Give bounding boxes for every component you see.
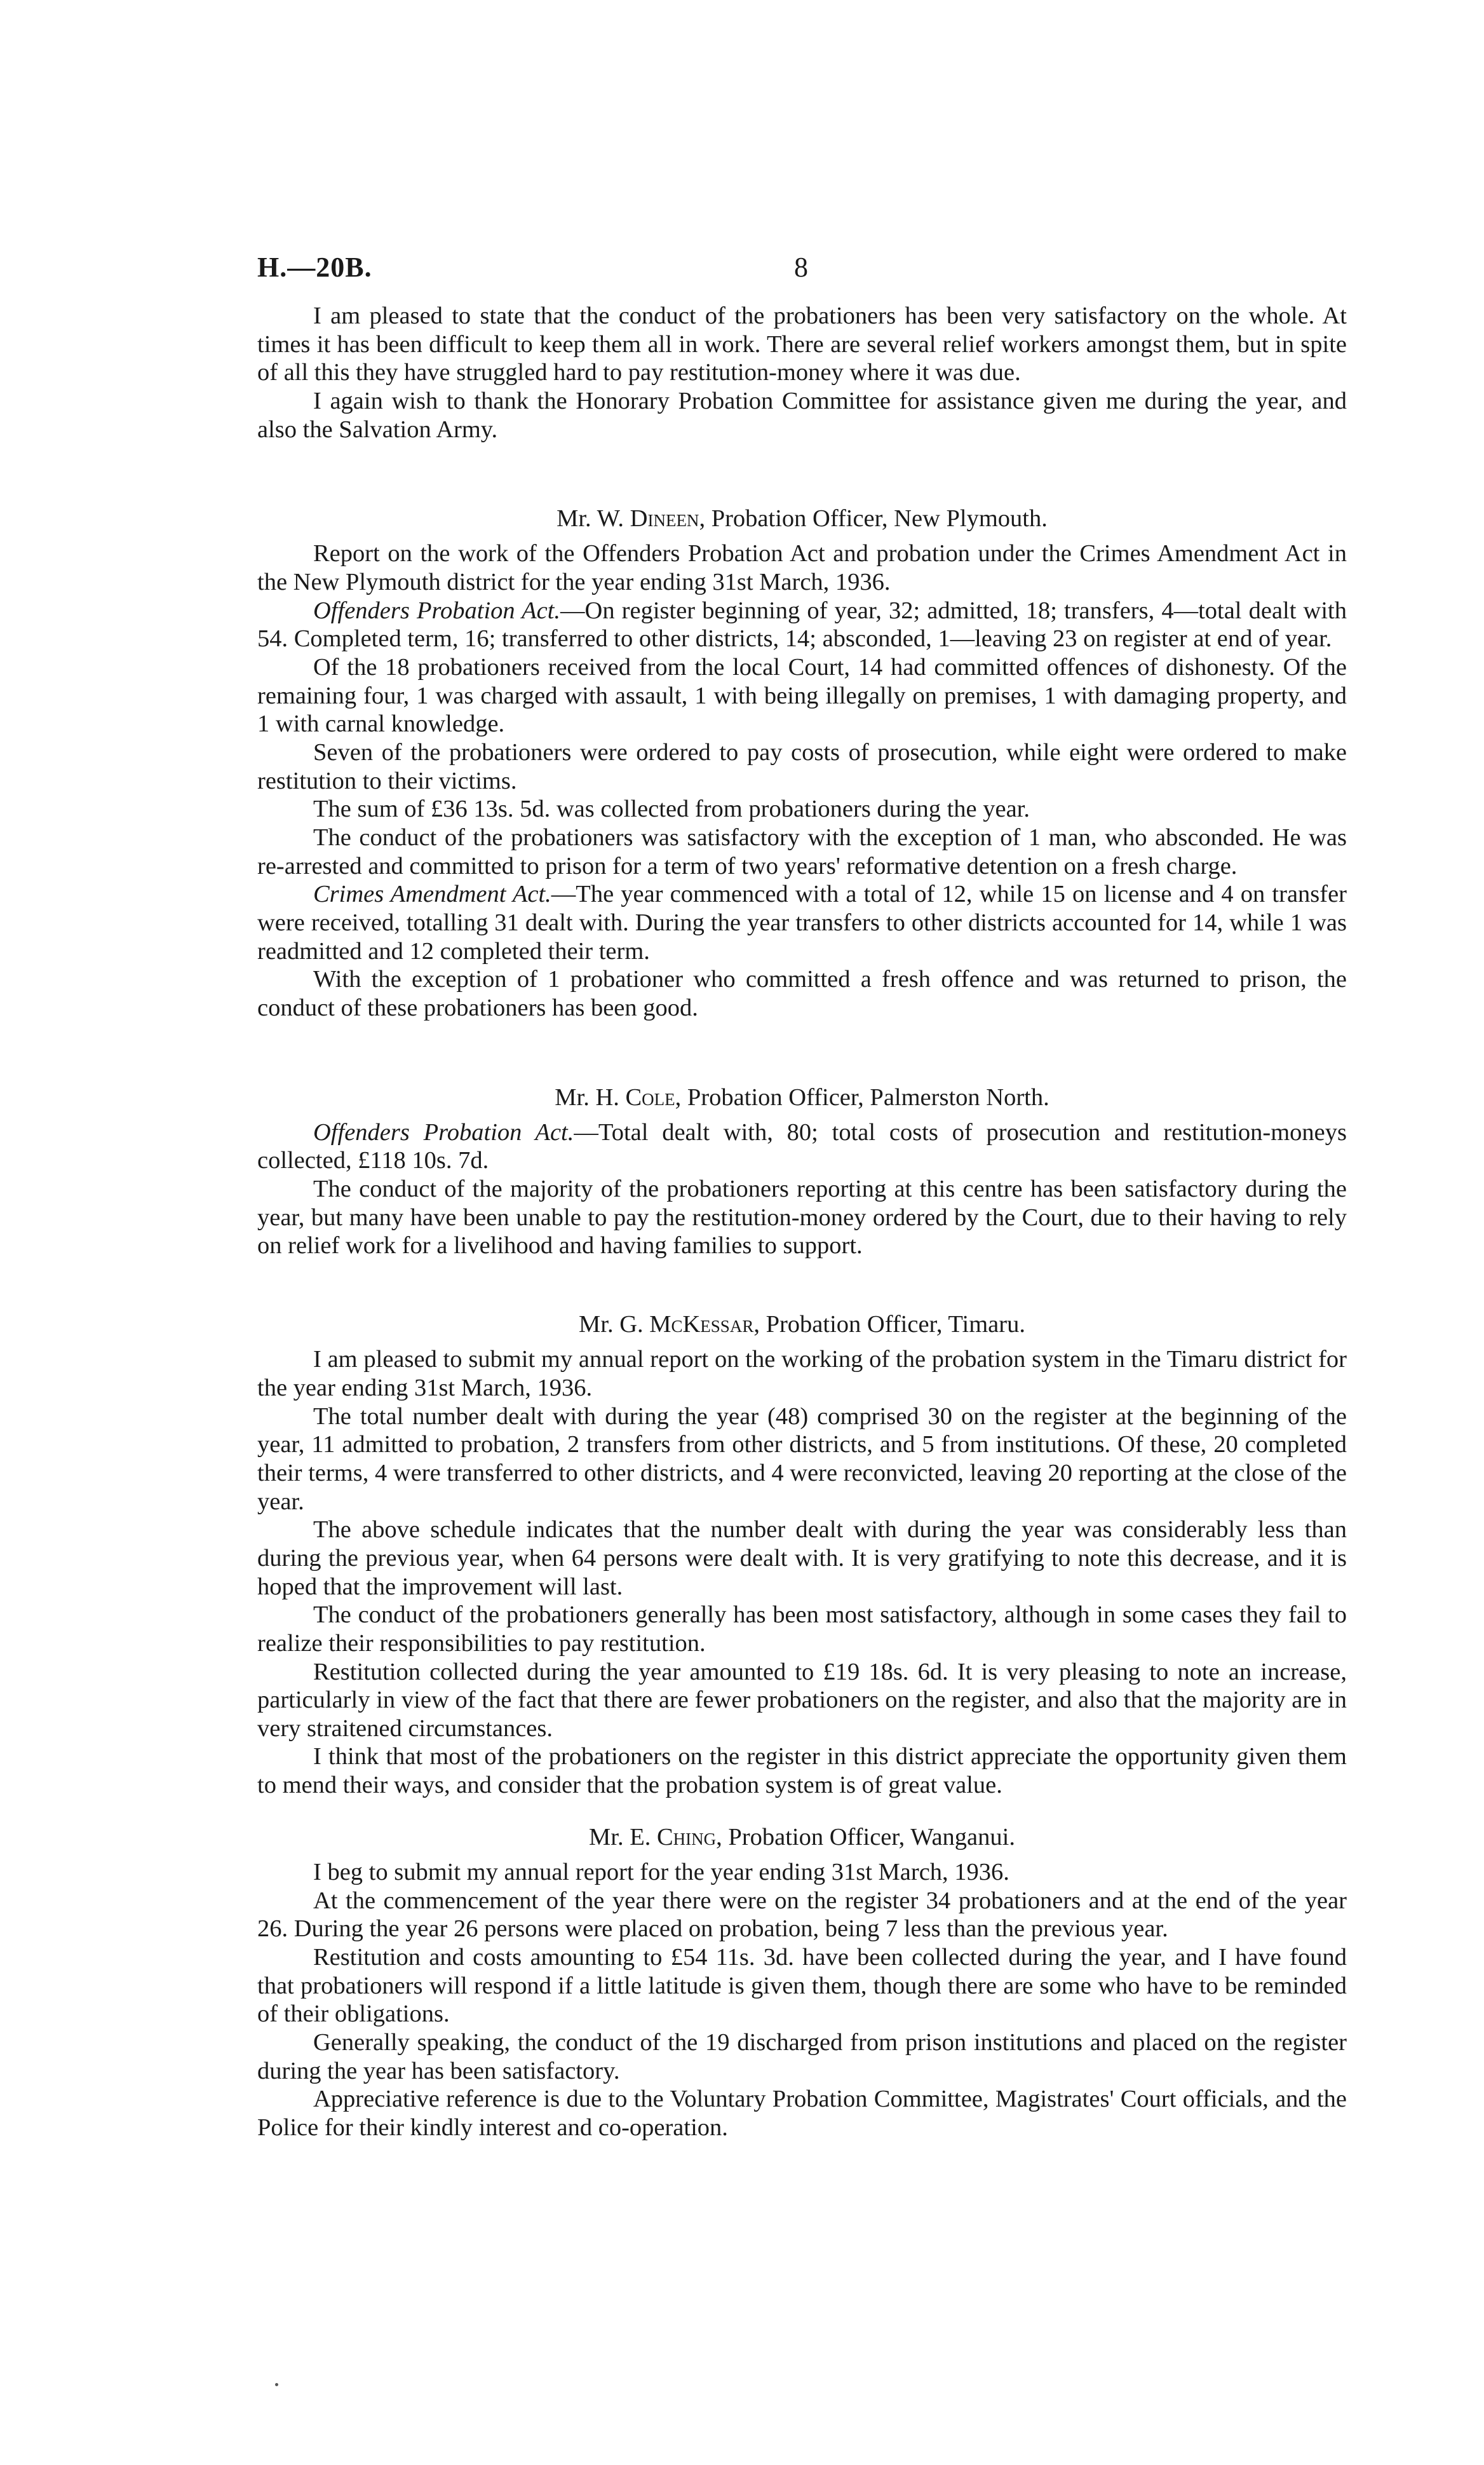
act-title: Offenders Probation Act.: [313, 1118, 574, 1146]
paragraph: Of the 18 probationers received from the local Court, 14 had committed offences of dishonesty. Of the remaining four, 1 was charged with assault, 1 with being illegally on premises, 1 with damaging property, and 1 with carnal knowledge.: [257, 654, 1347, 738]
paragraph: Offenders Probation Act.—Total dealt with, 80; total costs of prosecution and restitution-moneys collected, £118 10s. 7d.: [257, 1118, 1347, 1174]
section-dineen: [257, 504, 1347, 1022]
paragraph: The conduct of the majority of the probationers reporting at this centre has been satisfactory during the year, but many have been unable to pay the restitution-money ordered by the Court, due to their having to rely on relief work for a livelihood and having families to support.: [257, 1176, 1347, 1260]
scan-speck: [275, 2383, 278, 2386]
officer-name: McKessar: [649, 1311, 754, 1338]
intro-section: [257, 302, 1347, 444]
paragraph: Crimes Amendment Act.—The year commenced with a total of 12, while 15 on license and 4 on transfer were received, totalling 31 dealt with. During the year transfers to other districts accounted for 14, while 1 was readmitted and 12 completed their term.: [257, 881, 1347, 965]
paragraph: The above schedule indicates that the number dealt with during the year was considerably less than during the previous year, when 64 persons were dealt with. It is very gratifying to note this decrease, and it is hoped that the improvement will last.: [257, 1516, 1347, 1600]
paragraph: Offenders Probation Act.—On register beginning of year, 32; admitted, 18; transfers, 4—total dealt with 54. Completed term, 16; transferred to other districts, 14; absconded, 1—leaving 23 on register at end of year.: [257, 597, 1347, 653]
page-number: 8: [794, 252, 808, 283]
officer-name: Ching: [656, 1823, 717, 1850]
act-title: Crimes Amendment Act.: [313, 881, 551, 908]
paragraph: The total number dealt with during the year (48) comprised 30 on the register at the beginning of the year, 11 admitted to probation, 2 transfers from other districts, and 5 from institutions. Of these, 20 completed their terms, 4 were transferred to other districts, and 4 were reconvicted, leaving 20 reporting at the close of the year.: [257, 1402, 1347, 1515]
paragraph: Restitution collected during the year amounted to £19 18s. 6d. It is very pleasing to note an increase, particularly in view of the fact that there are fewer probationers on the register, and also that the majority are in very straitened circumstances.: [257, 1658, 1347, 1742]
section-heading: Mr. H. Cole, Probation Officer, Palmerston North.: [555, 1083, 1049, 1111]
paragraph: I am pleased to state that the conduct of the probationers has been very satisfactory on the whole. At times it has been difficult to keep them all in work. There are several relief workers amongst them, but in spite of all this they have struggled hard to pay restitution-money where it was due.: [257, 302, 1347, 386]
section-mckessar: [257, 1310, 1347, 1800]
section-heading: Mr. E. Ching, Probation Officer, Wanganui.: [589, 1823, 1015, 1850]
section-ching: [257, 1823, 1347, 2142]
act-title: Offenders Probation Act.: [313, 597, 561, 624]
paragraph: Generally speaking, the conduct of the 19 discharged from prison institutions and placed on the register during the year has been satisfactory.: [257, 2028, 1347, 2084]
paragraph: The sum of £36 13s. 5d. was collected from probationers during the year.: [313, 796, 1030, 823]
paragraph: Appreciative reference is due to the Voluntary Probation Committee, Magistrates' Court officials, and the Police for their kindly interest and co-operation.: [257, 2086, 1347, 2141]
page-header: [257, 251, 1347, 302]
paragraph: The conduct of the probationers was satisfactory with the exception of 1 man, who absconded. He was re-arrested and committed to prison for a term of two years' reformative detention on a fresh charge.: [257, 824, 1347, 879]
officer-name: Cole: [625, 1083, 675, 1111]
paragraph: Report on the work of the Offenders Probation Act and probation under the Crimes Amendment Act in the New Plymouth district for the year ending 31st March, 1936.: [257, 540, 1347, 596]
document-reference: H.—20B.: [257, 252, 372, 283]
paragraph: Restitution and costs amounting to £54 11s. 3d. have been collected during the year, and I have found that probationers will respond if a little latitude is given them, though there are some who have to be reminded of their obligations.: [257, 1943, 1347, 2028]
paragraph: I am pleased to submit my annual report on the working of the probation system in the Timaru district for the year ending 31st March, 1936.: [257, 1346, 1347, 1401]
paragraph: The conduct of the probationers generally has been most satisfactory, although in some cases they fail to realize their responsibilities to pay restitution.: [257, 1601, 1347, 1657]
paragraph: I beg to submit my annual report for the year ending 31st March, 1936.: [313, 1858, 1009, 1885]
document-page: [257, 251, 1347, 2142]
paragraph: Seven of the probationers were ordered to pay costs of prosecution, while eight were ordered to make restitution to their victims.: [257, 739, 1347, 794]
paragraph: I think that most of the probationers on the register in this district appreciate the opportunity given them to mend their ways, and consider that the probation system is of great value.: [257, 1743, 1347, 1799]
paragraph: I again wish to thank the Honorary Probation Committee for assistance given me during the year, and also the Salvation Army.: [257, 387, 1347, 443]
paragraph: At the commencement of the year there were on the register 34 probationers and at the end of the year 26. During the year 26 persons were placed on probation, being 7 less than the previous year.: [257, 1887, 1347, 1943]
section-heading: Mr. G. McKessar, Probation Officer, Timaru.: [579, 1311, 1025, 1338]
section-heading: Mr. W. Dineen, Probation Officer, New Plymouth.: [556, 505, 1048, 533]
section-cole: [257, 1083, 1347, 1260]
officer-name: Dineen: [630, 505, 699, 533]
paragraph: With the exception of 1 probationer who committed a fresh offence and was returned to prison, the conduct of these probationers has been good.: [257, 966, 1347, 1021]
